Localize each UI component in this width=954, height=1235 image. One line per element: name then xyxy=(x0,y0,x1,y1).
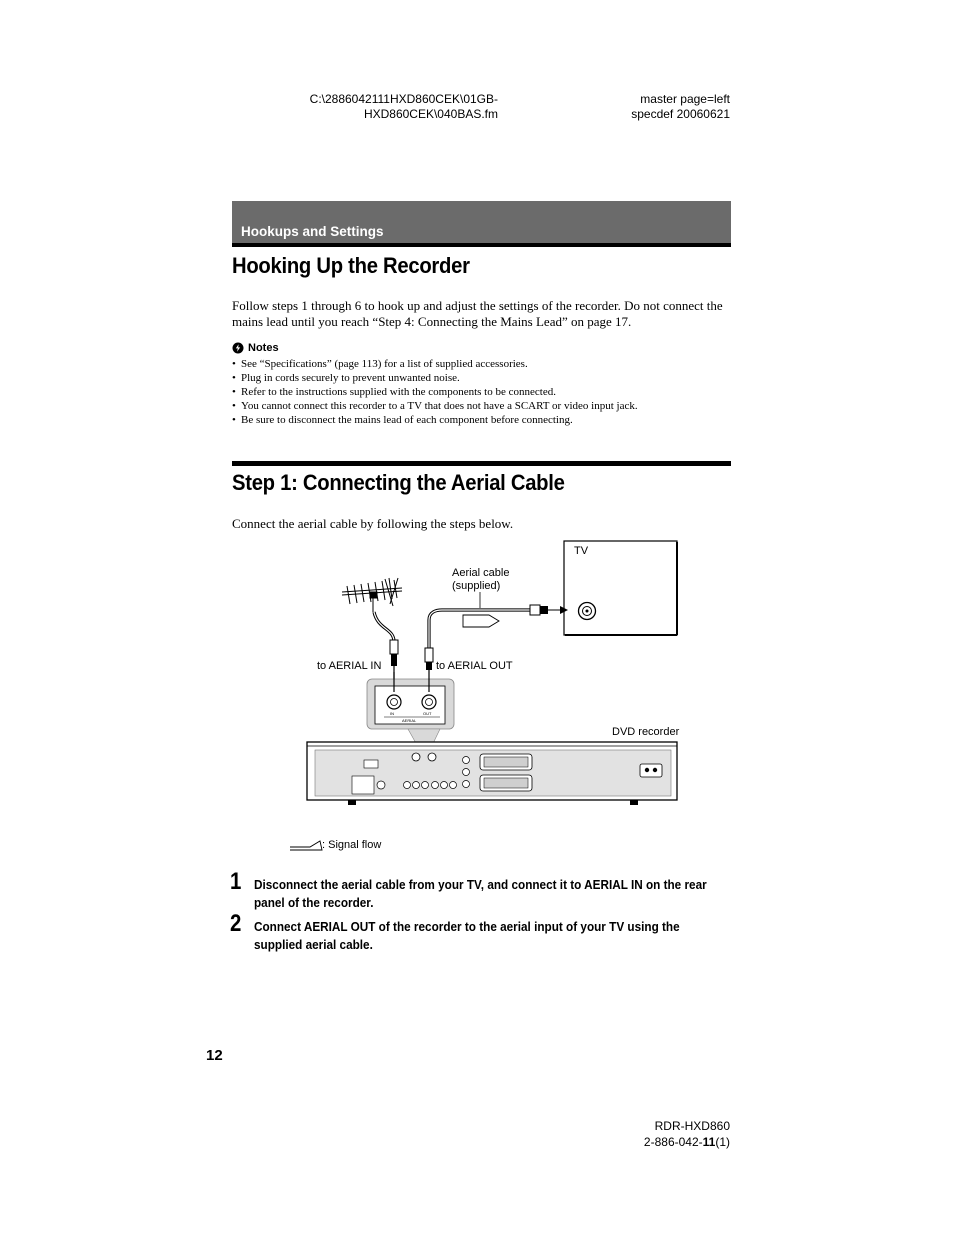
notes-icon xyxy=(232,342,244,354)
code-prefix: 2-886-042- xyxy=(643,1135,703,1149)
master-page-info xyxy=(631,92,730,122)
step-text: Disconnect the aerial cable from your TV, and connect it to AERIAL IN on the rear panel of the recorder. xyxy=(254,878,707,910)
code-suffix: (1) xyxy=(715,1135,730,1149)
note-item: • Refer to the instructions supplied with the components to be connected. xyxy=(232,385,732,399)
file-path-line1: C:\2886042111HXD860CEK\01GB- xyxy=(309,92,498,106)
connection-diagram xyxy=(290,532,690,862)
model-number: RDR-HXD860 xyxy=(654,1119,730,1133)
step1-intro: Connect the aerial cable by following the steps below. xyxy=(232,516,514,531)
aerial-in-label: to AERIAL IN xyxy=(317,660,382,672)
tv-illustration xyxy=(564,541,677,635)
step-text: Connect AERIAL OUT of the recorder to the aerial input of your TV using the supplied aerial cable. xyxy=(254,920,680,952)
signal-flow-legend: : Signal flow xyxy=(322,839,382,851)
page-number: 12 xyxy=(206,1047,223,1064)
notes-heading xyxy=(232,342,279,354)
panel-out-label: OUT xyxy=(423,711,432,716)
signal-flow-legend-icon xyxy=(290,841,322,850)
panel-aerial-label: AERIAL xyxy=(402,718,417,723)
tv-label: TV xyxy=(574,545,589,557)
note-item: • See “Specifications” (page 113) for a list of supplied accessories. xyxy=(232,357,732,371)
cable-label-line1: Aerial cable xyxy=(452,567,510,579)
section-label: Hookups and Settings xyxy=(241,224,384,239)
note-item: • Be sure to disconnect the mains lead of each component before connecting. xyxy=(232,413,732,427)
step-number: 2 xyxy=(230,910,242,937)
aerial-antenna-icon xyxy=(342,578,402,612)
aerial-out-plug xyxy=(425,648,433,670)
panel-in-label: IN xyxy=(390,711,394,716)
dvd-recorder-illustration xyxy=(307,742,677,805)
notes-label: Notes xyxy=(248,342,279,354)
intro-paragraph: Follow steps 1 through 6 to hook up and adjust the settings of the recorder. Do not connect the mains lead until you reach “Step 4: Connecting the Mains Lead” on page 17. xyxy=(232,298,723,329)
tv-side-plug xyxy=(530,605,568,615)
notes-list xyxy=(232,357,732,427)
aerial-out-label: to AERIAL OUT xyxy=(436,660,513,672)
section-bar xyxy=(232,201,731,247)
file-path xyxy=(310,92,498,122)
document-code xyxy=(644,1134,730,1150)
master-page-line1: master page=left xyxy=(640,92,730,106)
code-bold: 11 xyxy=(702,1135,716,1149)
step1-title: Step 1: Connecting the Aerial Cable xyxy=(232,470,565,495)
note-item: • You cannot connect this recorder to a TV that does not have a SCART or video input jack. xyxy=(232,399,732,413)
signal-flow-arrow xyxy=(463,615,499,627)
footer xyxy=(644,1118,730,1150)
recorder-label: DVD recorder xyxy=(612,726,680,738)
page-title: Hooking Up the Recorder xyxy=(232,253,470,278)
section-rule xyxy=(232,461,731,466)
step-number: 1 xyxy=(230,868,242,895)
master-page-line2: specdef 20060621 xyxy=(631,107,730,121)
cable-label-line2: (supplied) xyxy=(452,580,501,592)
note-item: • Plug in cords securely to prevent unwanted noise. xyxy=(232,371,732,385)
file-path-line2: HXD860CEK\040BAS.fm xyxy=(363,107,498,121)
